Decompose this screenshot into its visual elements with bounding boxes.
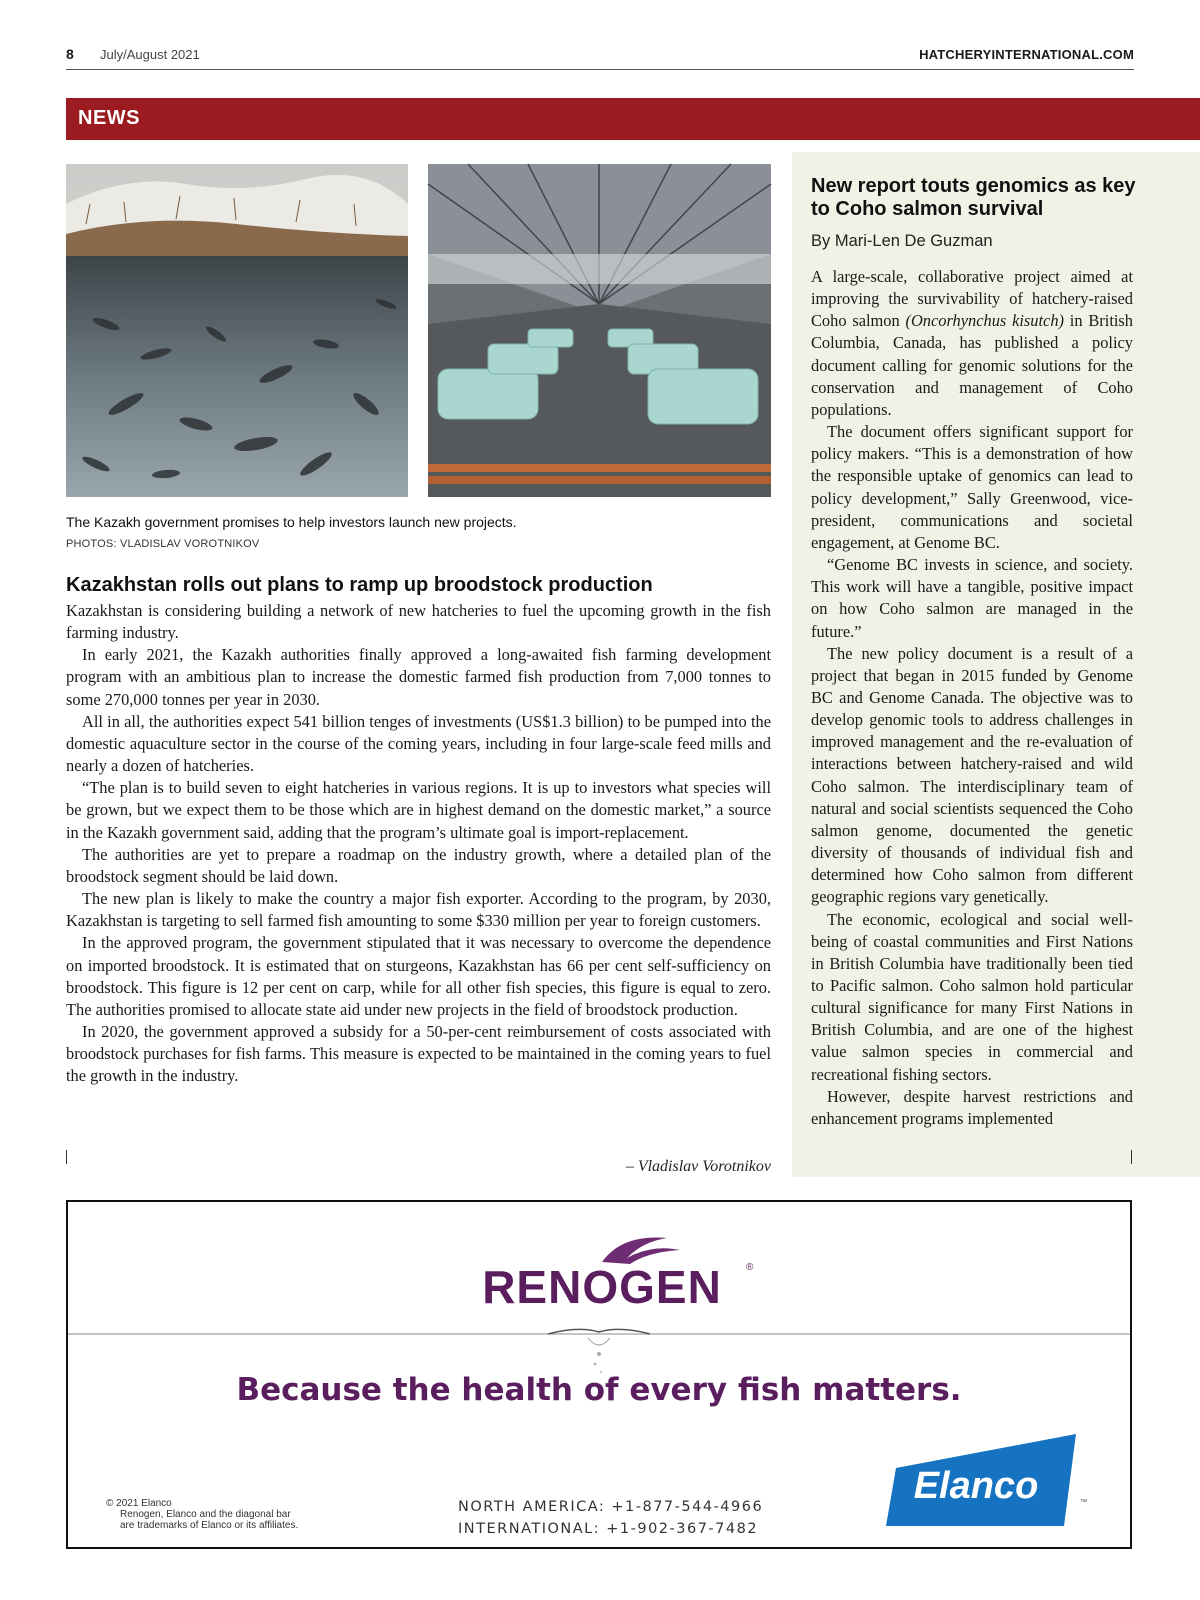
elanco-wordmark: Elanco (913, 1465, 1039, 1507)
trademark-symbol: ™ (1080, 1499, 1087, 1506)
ad-legal-text (106, 1498, 298, 1531)
section-label: NEWS (78, 107, 140, 129)
registered-mark: ® (746, 1262, 754, 1273)
phone-international[interactable]: INTERNATIONAL: +1-902-367-7482 (458, 1521, 759, 1537)
elanco-logo (886, 1430, 1086, 1530)
main-paragraph: The authorities are yet to prepare a roadmap on the industry growth, where a detailed plan of the broodstock segment should be laid down. (66, 844, 771, 886)
sidebar-text: A large-scale, collaborative project aimed at improving the survivability of hatchery-raised Coho salmon (811, 267, 1133, 331)
sidebar-paragraph: The new policy document is a result of a project that began in 2015 funded by Genome BC and Genome Canada. The objective was to develop genomic tools to address challenges in improved management and the re-evaluation of interactions between hatchery-raised and wild Coho salmon. The interdisciplinary team of natural and social scientists sequenced the Coho salmon genome, documented the genetic diversity of thousands of individual fish and determined how Coho salmon from different geographic regions vary genetically. (811, 643, 1133, 907)
main-paragraph: All in all, the authorities expect 541 billion tenges of investments (US$1.3 billion) to be pumped into the domestic aquaculture sector in the course of the coming years, including in four large-scale feed mills and nearly a dozen of hatcheries. (66, 711, 771, 776)
renogen-advertisement[interactable] (66, 1200, 1132, 1549)
column-end-mark (1131, 1150, 1132, 1164)
trademark-line: Renogen, Elanco and the diagonal bar (120, 1509, 291, 1520)
main-article-body (66, 600, 771, 1087)
main-paragraph: In 2020, the government approved a subsidy for a 50-per-cent reimbursement of costs associated with broodstock purchases for fish farms. This measure is expected to be maintained in the coming years to fuel the growth in the industry. (66, 1021, 771, 1086)
main-article-signoff: – Vladislav Vorotnikov (625, 1158, 771, 1175)
phone-north-america[interactable]: NORTH AMERICA: +1-877-544-4966 (458, 1499, 764, 1515)
brand-name: RENOGEN (482, 1261, 722, 1313)
sidebar-byline: By Mari-Len De Guzman (811, 232, 993, 250)
section-bar (66, 98, 1200, 140)
renogen-logo (452, 1228, 772, 1313)
main-paragraph: Kazakhstan is considering building a network of new hatcheries to fuel the upcoming growth in the fish farming industry. (66, 601, 771, 643)
hatchery-tanks-photo (428, 164, 771, 497)
sidebar-headline: New report touts genomics as key to Coho salmon survival (811, 175, 1136, 220)
main-paragraph: In the approved program, the government stipulated that it was necessary to overcome the dependence on imported broodstock. It is estimated that on sturgeons, Kazakhstan has 66 per cent self-sufficiency on broodstock. This figure is 12 per cent on carp, while for all other fish species, this figure is equal to zero. The authorities promised to allocate state aid under new projects in the field of broodstock production. (66, 933, 771, 1019)
copyright-line: © 2021 Elanco (106, 1498, 172, 1509)
main-article-headline: Kazakhstan rolls out plans to ramp up broodstock production (66, 574, 653, 596)
issue-date: July/August 2021 (100, 47, 200, 62)
ad-tagline: Because the health of every fish matters. (236, 1372, 962, 1408)
ad-phone-numbers (458, 1496, 763, 1540)
sidebar-paragraph: The document offers significant support for policy makers. “This is a demonstration of how the responsible uptake of genomics can lead to policy development,” Sally Greenwood, vice-president, communications and societal engagement, at Genome BC. (811, 422, 1133, 552)
sidebar-paragraph: However, despite harvest restrictions and enhancement programs implemented (811, 1086, 1133, 1128)
fish-pond-photo (66, 164, 408, 497)
photo-credit: PHOTOS: VLADISLAV VOROTNIKOV (66, 538, 260, 550)
sidebar-body (811, 266, 1133, 1130)
header-rule (66, 69, 1134, 70)
column-end-mark (66, 1150, 67, 1164)
main-paragraph: In early 2021, the Kazakh authorities finally approved a long-awaited fish farming development program with an ambitious plan to increase the domestic farmed fish production from 7,000 tonnes to some 270,000 tonnes per year in 2030. (66, 645, 771, 709)
main-paragraph: “The plan is to build seven to eight hatcheries in various regions. It is up to investors what species will be grown, but we expect them to be those which are in highest demand on the domestic market,” a source in the Kazakh government said, adding that the program’s ultimate goal is import-replacement. (66, 778, 771, 842)
species-name: (Oncorhynchus kisutch) (905, 311, 1064, 331)
page-number: 8 (66, 46, 74, 62)
sidebar-paragraph (811, 266, 1133, 421)
sidebar-paragraph: The economic, ecological and social well-being of coastal communities and First Nations in British Columbia have traditionally been tied to Pacific salmon. Coho salmon hold particular cultural significance for many First Nations in British Columbia, and are one of the highest value salmon species in commercial and recreational fishing sectors. (811, 909, 1133, 1084)
site-name[interactable]: HATCHERYINTERNATIONAL.COM (919, 47, 1134, 62)
sidebar-text: in British Columbia, Canada, has published a policy document calling for genomic solutions for the conservation and management of Coho populations. (811, 311, 1133, 419)
main-paragraph: The new plan is likely to make the country a major fish exporter. According to the program, by 2030, Kazakhstan is targeting to sell farmed fish amounting to some $330 million per year to foreign customers. (66, 889, 771, 931)
photo-caption: The Kazakh government promises to help investors launch new projects. (66, 514, 517, 530)
trademark-line: are trademarks of Elanco or its affiliates. (120, 1520, 299, 1531)
sidebar-paragraph: “Genome BC invests in science, and society. This work will have a tangible, positive impact on how Coho salmon are managed in the future.” (811, 555, 1133, 641)
